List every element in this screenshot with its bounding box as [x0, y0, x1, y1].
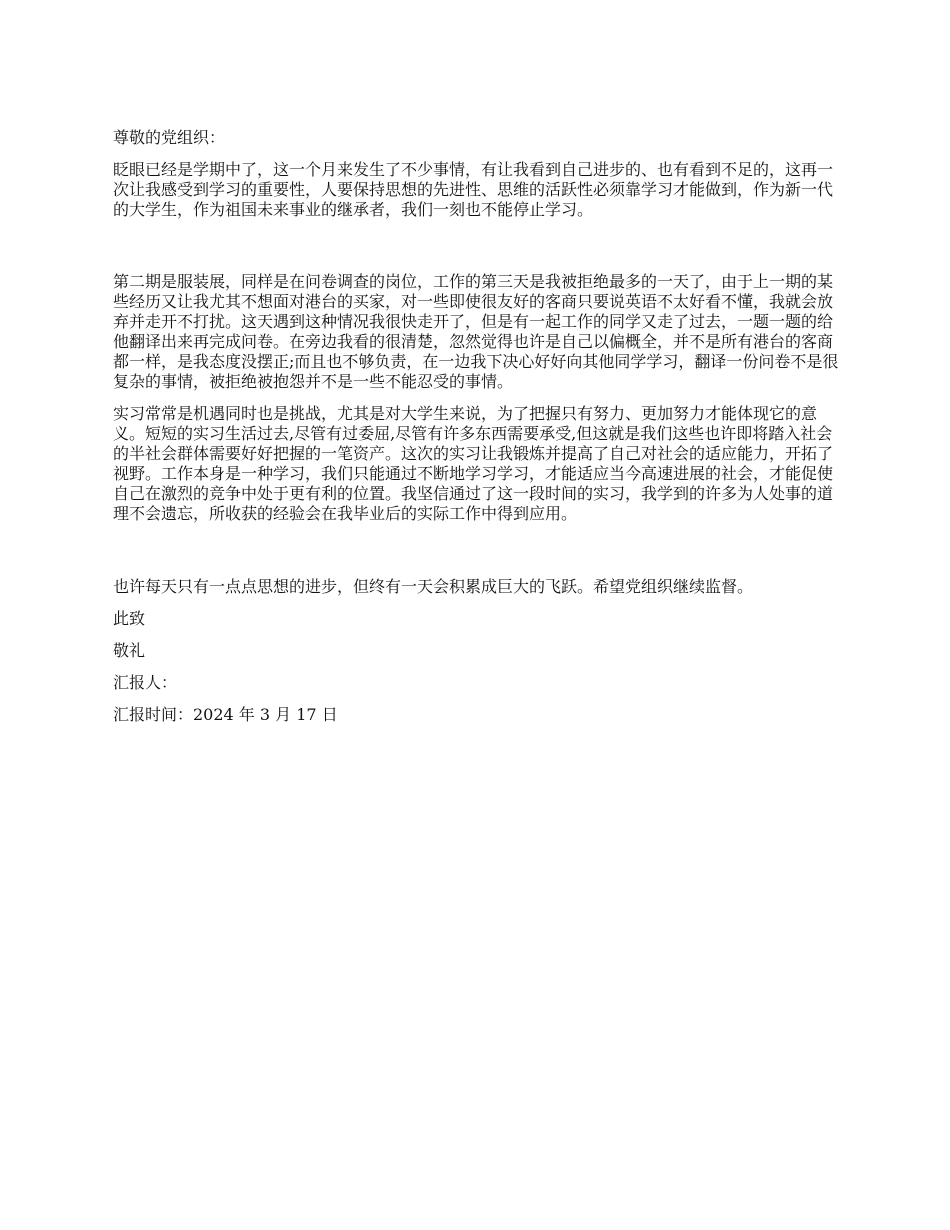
salutation: 尊敬的党组织：: [113, 128, 226, 147]
report-time: 汇报时间：2024 年 3 月 17 日: [113, 705, 338, 724]
document-page: [113, 128, 843, 725]
paragraph-3: 实习常常是机遇同时也是挑战，尤其是对大学生来说，为了把握只有努力、更加努力才能体现它的意义。短短的实习生活过去,尽管有过委屈,尽管有许多东西需要承受,但这就是我们这些也许即将踏入社会的半社会群体需要好好把握的一笔资产。这次的实习让我锻炼并提高了自己对社会的适应能力，开拓了视野。工作本身是一种学习，我们只能通过不断地学习学习，才能适应当今高速进展的社会，才能促使自己在激烈的竞争中处于更有利的位置。我坚信通过了这一段时间的实习，我学到的许多为人处事的道理不会遗忘，所收获的经验会在我毕业后的实际工作中得到应用。: [113, 404, 834, 523]
closing-line-1: 此致: [113, 609, 146, 628]
spacer: [113, 661, 843, 673]
reporter-label: 汇报人：: [113, 673, 178, 692]
spacer: [113, 597, 843, 609]
paragraph-1: 眨眼已经是学期中了，这一个月来发生了不少事情，有让我看到自己进步的、也有看到不足的，这再一次让我感受到学习的重要性，人要保持思想的先进性、思维的活跃性必须靠学习才能做到，作为新一代的大学生，作为祖国未来事业的继承者，我们一刻也不能停止学习。: [113, 160, 834, 219]
paragraph-2: 第二期是服装展，同样是在问卷调查的岗位，工作的第三天是我被拒绝最多的一天了，由于上一期的某些经历又让我尤其不想面对港台的买家，对一些即使很友好的客商只要说英语不太好看不懂，我就会放弃并走开不打扰。这天遇到这种情况我很快走开了，但是有一起工作的同学又走了过去，一题一题的给他翻译出来再完成问卷。在旁边我看的很清楚，忽然觉得也许是自己以偏概全，并不是所有港台的客商都一样，是我态度没摆正;而且也不够负责，在一边我下决心好好向其他同学学习，翻译一份问卷不是很复杂的事情，被拒绝被抱怨并不是一些不能忍受的事情。: [113, 272, 839, 391]
paragraph-4: 也许每天只有一点点思想的进步，但终有一天会积累成巨大的飞跃。希望党组织继续监督。: [113, 577, 754, 596]
spacer: [113, 220, 843, 272]
spacer: [113, 693, 843, 705]
spacer: [113, 392, 843, 404]
closing-line-2: 敬礼: [113, 641, 146, 660]
spacer: [113, 148, 843, 160]
spacer: [113, 524, 843, 577]
spacer: [113, 629, 843, 641]
